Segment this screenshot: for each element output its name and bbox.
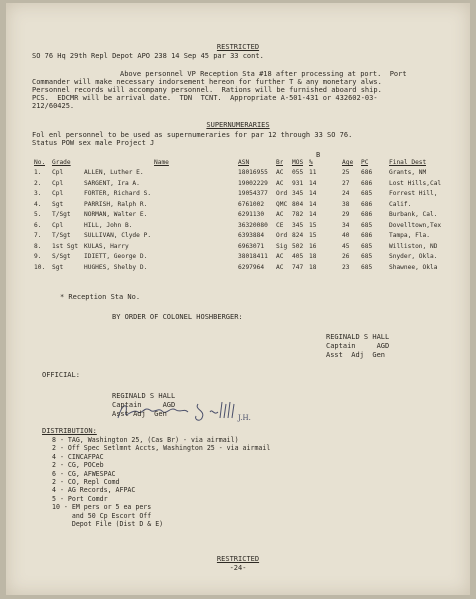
- row-name: NORMAN, Walter E.: [84, 211, 148, 218]
- row-pct: 14: [309, 200, 317, 208]
- table-extra-header: B: [316, 151, 321, 159]
- section-line-2: Status POW sex male Project J: [32, 139, 155, 147]
- row-grade: Cpl: [52, 169, 64, 176]
- row-name: KULAS, Harry: [84, 242, 129, 250]
- row-no: 5.: [34, 211, 42, 218]
- row-final-dest: Snyder, Okla.: [389, 253, 438, 260]
- row-age: 40: [342, 232, 350, 239]
- page-number: -24-: [229, 564, 247, 572]
- col-pc: PC: [361, 159, 369, 166]
- row-asn: 6963071: [238, 242, 265, 250]
- row-mos: 824: [292, 232, 304, 239]
- row-br: Ord: [276, 190, 288, 197]
- row-age: 27: [342, 179, 350, 187]
- footnote: * Reception Sta No.: [60, 293, 141, 301]
- row-pc: 685: [361, 190, 373, 197]
- table-row: [6, 211, 470, 219]
- row-name: HUGHES, Shelby D.: [84, 263, 148, 271]
- row-br: AC: [276, 211, 284, 218]
- row-final-dest: Burbank, Cal.: [389, 211, 438, 218]
- table-row: [6, 264, 470, 272]
- row-pct: 15: [309, 232, 317, 239]
- row-mos: 405: [292, 253, 304, 260]
- row-final-dest: Tampa, Fla.: [389, 232, 430, 239]
- row-name: IDIETT, George D.: [84, 253, 148, 260]
- row-age: 23: [342, 263, 350, 271]
- row-asn: 36320080: [238, 221, 268, 229]
- row-pc: 685: [361, 253, 373, 260]
- row-asn: 6761002: [238, 200, 265, 208]
- row-no: 7.: [34, 232, 42, 239]
- row-mos: 747: [292, 263, 304, 271]
- row-asn: 6291130: [238, 211, 265, 218]
- row-pct: 14: [309, 179, 317, 187]
- row-name: PARRISH, Ralph R.: [84, 200, 148, 208]
- distribution-item: 6 - CG, AFWESPAC: [52, 469, 116, 478]
- official-title: Asst Adj Gen: [112, 410, 167, 418]
- row-age: 24: [342, 190, 350, 197]
- row-grade: Cpl: [52, 190, 64, 197]
- row-final-dest: Calif.: [389, 200, 412, 208]
- row-age: 34: [342, 221, 350, 229]
- row-name: ALLEN, Luther E.: [84, 169, 144, 176]
- col-age: Age: [342, 159, 354, 166]
- row-no: 8.: [34, 242, 42, 250]
- col-asn: ASN: [238, 159, 250, 166]
- col-pct: %: [309, 159, 313, 166]
- row-no: 9.: [34, 253, 42, 260]
- table-row: [6, 201, 470, 209]
- row-pc: 685: [361, 263, 373, 271]
- row-no: 4.: [34, 200, 42, 208]
- table-row: [6, 232, 470, 240]
- row-no: 3.: [34, 190, 42, 197]
- row-pct: 16: [309, 242, 317, 250]
- official-label: OFFICIAL:: [42, 371, 80, 379]
- row-pc: 686: [361, 232, 373, 239]
- row-grade: Sgt: [52, 200, 64, 208]
- table-row: [6, 253, 470, 261]
- row-pc: 685: [361, 242, 373, 250]
- row-pc: 686: [361, 211, 373, 218]
- row-grade: T/Sgt: [52, 232, 71, 239]
- distribution-item: Depot File (Dist D & E): [52, 520, 164, 528]
- row-pct: 15: [309, 221, 317, 229]
- row-name: FORTER, Richard S.: [84, 190, 152, 197]
- signer-title: Asst Adj Gen: [326, 351, 386, 359]
- row-final-dest: Lost Hills,Cal: [389, 179, 442, 187]
- distribution-item: 8 - TAG, Washington 25, (Cas Br) - via airmail): [52, 436, 239, 444]
- classification-footer: RESTRICTED: [216, 555, 260, 563]
- row-br: Ord: [276, 232, 288, 239]
- row-br: Sig: [276, 242, 288, 250]
- row-pct: 11: [309, 169, 317, 176]
- table-row: [6, 222, 470, 230]
- row-final-dest: Dovelltown,Tex: [389, 221, 442, 229]
- row-age: 38: [342, 200, 350, 208]
- row-no: 10.: [34, 263, 46, 271]
- row-no: 1.: [34, 169, 42, 176]
- paragraph-line-5: 212/60425.: [32, 102, 75, 110]
- row-final-dest: Williston, ND: [389, 242, 438, 250]
- row-no: 2.: [34, 179, 42, 187]
- distribution-item: 5 - Port Comdr: [52, 494, 108, 503]
- row-br: QMC: [276, 200, 288, 208]
- row-name: HILL, John B.: [84, 221, 133, 229]
- table-row: [6, 243, 470, 251]
- row-final-dest: Forrest Hill,: [389, 190, 438, 197]
- distribution-item: 4 - CINCAFPAC: [52, 452, 104, 461]
- row-pct: 18: [309, 263, 317, 271]
- row-age: 29: [342, 211, 350, 218]
- col-grade: Grade: [52, 159, 71, 166]
- distribution-item: 4 - AG Records, AFPAC: [52, 486, 136, 495]
- row-pct: 14: [309, 211, 317, 218]
- distribution-item: 2 - CG, POCeb: [52, 461, 104, 470]
- row-pc: 686: [361, 179, 373, 187]
- row-br: AC: [276, 169, 284, 176]
- row-asn: 19002229: [238, 179, 268, 187]
- table-header-row: [6, 159, 470, 167]
- row-br: AC: [276, 253, 284, 260]
- table-row: [6, 190, 470, 198]
- row-grade: Cpl: [52, 179, 64, 187]
- row-pc: 686: [361, 200, 373, 208]
- row-grade: S/Sgt: [52, 253, 71, 260]
- row-mos: 345: [292, 190, 304, 197]
- row-mos: 782: [292, 211, 304, 218]
- document-page: [6, 3, 470, 595]
- official-rank: Captain AGD: [112, 401, 176, 409]
- row-name: SULLIVAN, Clyde P.: [84, 232, 152, 239]
- paragraph-line-1: Above personnel VP Reception Sta #18 after processing at port. Port: [120, 70, 407, 78]
- distribution-label: DISTRIBUTION:: [42, 427, 97, 435]
- col-no: No.: [34, 159, 46, 166]
- classification-header: RESTRICTED: [216, 43, 260, 51]
- row-pc: 686: [361, 169, 373, 176]
- row-asn: 19054377: [238, 190, 268, 197]
- row-age: 25: [342, 169, 350, 176]
- paragraph-line-3: Personnel records will accompany personnel. Rations will be furnished aboard ship.: [32, 86, 382, 94]
- col-name: Name: [154, 159, 169, 166]
- row-br: CE: [276, 221, 284, 229]
- row-mos: 055: [292, 169, 304, 176]
- row-mos: 804: [292, 200, 304, 208]
- signer-rank: Captain AGD: [326, 342, 390, 350]
- row-br: AC: [276, 179, 284, 187]
- row-mos: 345: [292, 221, 304, 229]
- distribution-item: 10 - EM pers or 5 ea pers: [52, 503, 152, 512]
- row-final-dest: Grants, NM: [389, 169, 427, 176]
- distribution-item: and 50 Cp Escort Off: [52, 511, 152, 520]
- order-reference-line: SO 76 Hq 29th Repl Depot APO 238 14 Sep 45 par 33 cont.: [32, 52, 264, 60]
- row-asn: 6393884: [238, 232, 265, 239]
- col-final-dest: Final Dest: [389, 159, 427, 166]
- section-title: SUPERNUMERARIES: [206, 121, 270, 129]
- row-asn: 18016955: [238, 169, 268, 176]
- row-age: 26: [342, 253, 350, 260]
- distribution-item: 2 - CO, Repl Comd: [52, 478, 120, 486]
- row-no: 6.: [34, 221, 42, 229]
- row-grade: T/Sgt: [52, 211, 71, 218]
- row-grade: 1st Sgt: [52, 242, 79, 250]
- row-grade: Cpl: [52, 221, 64, 229]
- paragraph-line-4: PCS. EDCMR will be arrival date. TDN TCNT. Appropriate A-501-431 or 432602-03-: [32, 94, 378, 102]
- order-line: BY ORDER OF COLONEL HOSHBERGER:: [112, 313, 243, 321]
- distribution-item: 2 - Off Spec Setlmnt Accts, Washington 25 - via airmail: [52, 444, 271, 453]
- row-asn: 6297964: [238, 263, 265, 271]
- row-final-dest: Shawnee, Okla: [389, 263, 438, 271]
- col-br: Br: [276, 159, 284, 166]
- row-asn: 38018411: [238, 253, 268, 260]
- row-pct: 14: [309, 190, 317, 197]
- row-pc: 685: [361, 221, 373, 229]
- paragraph-line-2: Commander will make necessary indorsement hereon for further T & any monetary alws.: [32, 78, 382, 86]
- signer-name: REGINALD S HALL: [326, 333, 390, 341]
- section-line-1: Fol enl personnel to be used as supernumeraries for par 12 through 33 SO 76.: [32, 131, 353, 139]
- row-age: 45: [342, 242, 350, 250]
- row-mos: 931: [292, 179, 304, 187]
- row-grade: Sgt: [52, 263, 64, 271]
- signature-initials: J.H.: [238, 414, 251, 422]
- row-name: SARGENT, Ira A.: [84, 179, 140, 187]
- row-pct: 18: [309, 253, 317, 260]
- table-row: [6, 180, 470, 188]
- official-name: REGINALD S HALL: [112, 392, 176, 400]
- row-br: AC: [276, 263, 284, 271]
- row-mos: 502: [292, 242, 304, 250]
- col-mos: MOS: [292, 159, 304, 166]
- table-row: [6, 169, 470, 177]
